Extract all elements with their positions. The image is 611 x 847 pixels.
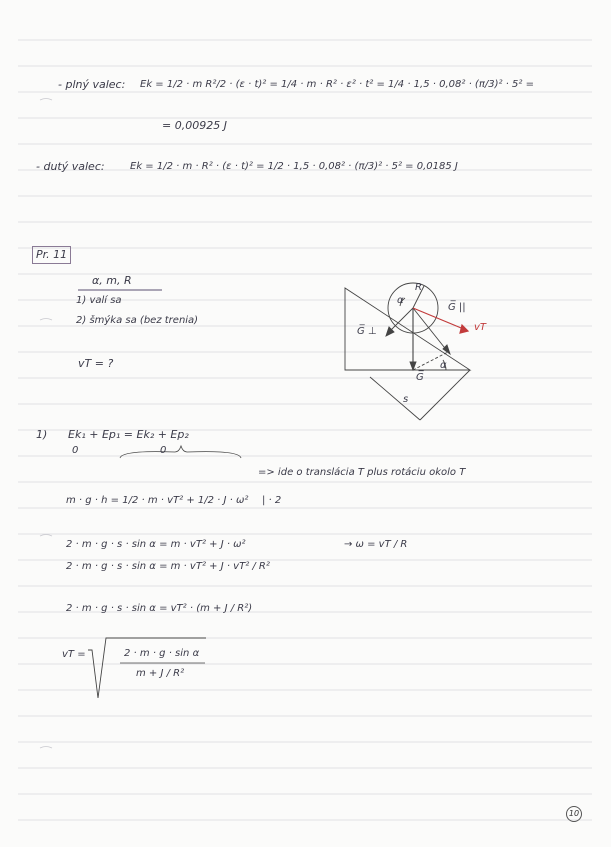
vt-numerator: 2 · m · g · sin α: [124, 648, 200, 659]
unknown-vt: vT = ?: [78, 357, 114, 370]
distance-line-left: [370, 377, 420, 420]
label-distance: s: [403, 394, 409, 405]
full-cylinder-equation: Ek = 1/2 · m R²/2 · (ε · t)² = 1/4 · m · R² · ε² · t² = 1/4 · 1,5 · 0,08² · (π/3)² · 5² =: [140, 79, 534, 90]
full-cylinder-label: - plný valec:: [58, 78, 126, 91]
vt-denominator: m + J / R²: [136, 668, 185, 679]
equation-a: 2 · m · g · s · sin α = m · vT² + J · ω²: [66, 539, 246, 550]
equation-b: 2 · m · g · s · sin α = m · vT² + J · vT² / R²: [66, 561, 270, 572]
given-values: α, m, R: [92, 274, 132, 287]
energy-equation: m · g · h = 1/2 · m · vT² + 1/2 · J · ω²: [66, 495, 249, 506]
hollow-cylinder-label: - dutý valec:: [36, 160, 105, 173]
label-angle-base: α: [440, 360, 447, 371]
vt-label: vT =: [62, 649, 86, 660]
distance-line-right: [420, 370, 470, 420]
case-rolling: 1) valí sa: [76, 295, 122, 306]
label-gravity-parallel: G̅ ||: [448, 302, 466, 313]
zero-right: 0: [160, 445, 167, 456]
hollow-cylinder-equation: Ek = 1/2 · m · R² · (ε · t)² = 1/2 · 1,5 · 0,08² · (π/3)² · 5² = 0,0185 J: [130, 161, 458, 172]
case-sliding: 2) šmýka sa (bez trenia): [76, 315, 199, 326]
equation-c: 2 · m · g · s · sin α = vT² · (m + J / R²): [66, 603, 253, 614]
label-velocity: vT: [474, 322, 487, 333]
page-number: 10: [566, 806, 582, 822]
multiply-note: | · 2: [262, 495, 282, 506]
step-number: 1): [36, 428, 48, 441]
label-gravity-perp: G̅ ⊥: [357, 326, 377, 337]
problem-title: Pr. 11: [32, 246, 71, 264]
zero-left: 0: [72, 445, 79, 456]
label-radius: R: [415, 282, 422, 293]
full-cylinder-result: = 0,00925 J: [162, 119, 227, 132]
omega-note: → ω = vT / R: [344, 539, 408, 550]
label-angle-top: α: [397, 295, 404, 306]
gravity-parallel-vector: [413, 308, 448, 352]
label-gravity: G̅: [416, 372, 424, 383]
translation-note: => ide o translácia T plus rotáciu okolo T: [258, 467, 466, 478]
energy-balance: Ek₁ + Ep₁ = Ek₂ + Ep₂: [68, 428, 189, 441]
